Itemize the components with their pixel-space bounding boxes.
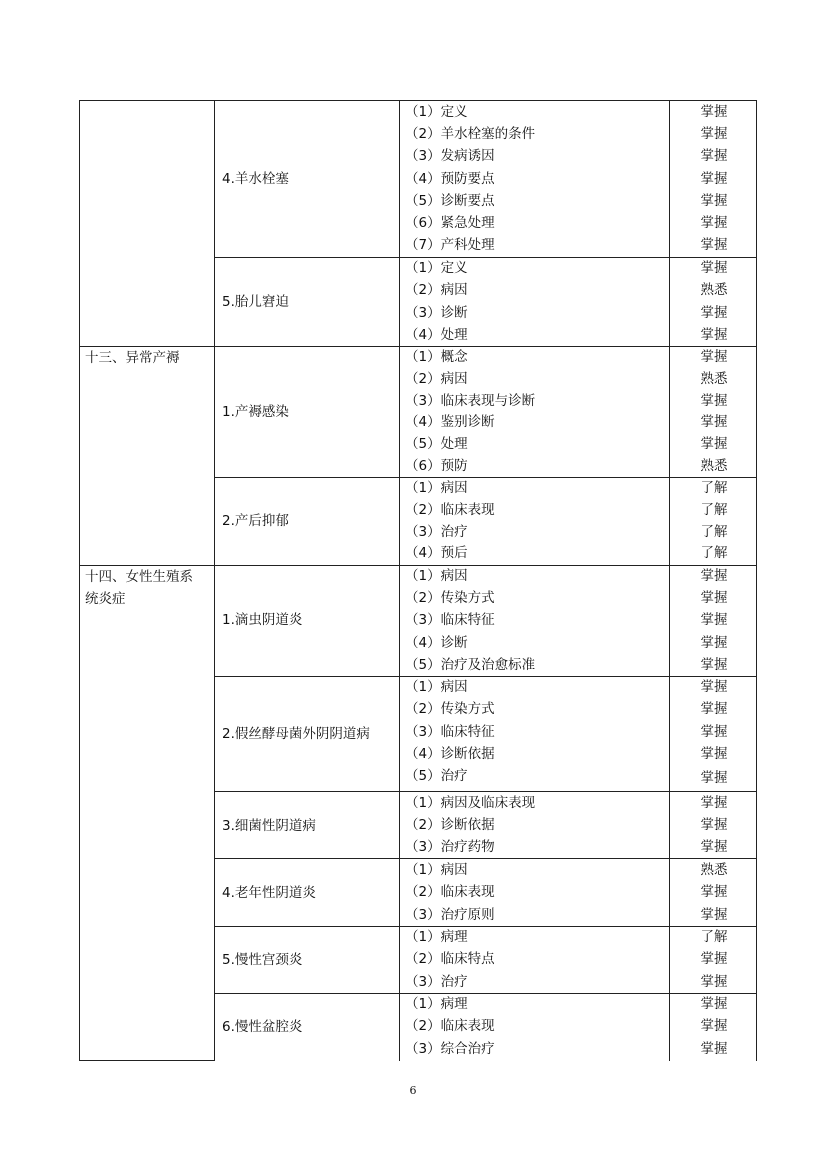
- item-level: 掌握: [700, 817, 728, 833]
- item-label: （6）紧急处理: [405, 215, 495, 231]
- item-level: 熟悉: [700, 282, 728, 298]
- topic-name: 1.滴虫阴道炎: [222, 612, 303, 628]
- item-label: （3）临床表现与诊断: [405, 393, 536, 409]
- item-level: 掌握: [700, 104, 728, 120]
- item-label: （4）鉴别诊断: [405, 414, 495, 430]
- item-level: 掌握: [700, 657, 728, 673]
- item-level: 掌握: [700, 436, 728, 452]
- item-label: （4）诊断依据: [405, 746, 495, 762]
- section-divider: [79, 565, 757, 566]
- topic-name: 5.慢性宫颈炎: [222, 952, 303, 968]
- item-level: 掌握: [700, 795, 728, 811]
- item-label: （1）病理: [405, 929, 468, 945]
- item-level: 掌握: [700, 701, 728, 717]
- table-bottom-border: [79, 1060, 215, 1061]
- item-label: （1）病理: [405, 996, 468, 1012]
- item-label: （5）诊断要点: [405, 193, 495, 209]
- item-label: （3）综合治疗: [405, 1041, 495, 1057]
- item-level: 掌握: [700, 679, 728, 695]
- item-label: （2）临床表现: [405, 502, 495, 518]
- item-level: 掌握: [700, 612, 728, 628]
- row-divider: [214, 257, 757, 258]
- item-label: （1）定义: [405, 104, 468, 120]
- item-label: （2）临床表现: [405, 1018, 495, 1034]
- item-label: （5）治疗及治愈标准: [405, 657, 536, 673]
- item-label: （2）病因: [405, 282, 468, 298]
- item-label: （2）临床特点: [405, 951, 495, 967]
- item-level: 了解: [700, 545, 728, 561]
- item-label: （3）治疗: [405, 974, 468, 990]
- item-label: （2）羊水栓塞的条件: [405, 126, 536, 142]
- item-level: 掌握: [700, 126, 728, 142]
- row-divider: [214, 477, 757, 478]
- column-divider: [214, 100, 215, 1061]
- item-label: （2）传染方式: [405, 590, 495, 606]
- column-divider: [669, 100, 670, 1061]
- item-label: （4）处理: [405, 327, 468, 343]
- item-label: （2）临床表现: [405, 884, 495, 900]
- item-level: 了解: [700, 524, 728, 540]
- item-label: （2）病因: [405, 371, 468, 387]
- item-level: 了解: [700, 480, 728, 496]
- item-level: 掌握: [700, 1041, 728, 1057]
- item-level: 掌握: [700, 568, 728, 584]
- topic-name: 4.羊水栓塞: [222, 171, 289, 187]
- item-level: 掌握: [700, 237, 728, 253]
- item-level: 掌握: [700, 590, 728, 606]
- item-level: 掌握: [700, 393, 728, 409]
- section-title: 统炎症: [85, 591, 126, 607]
- item-label: （1）定义: [405, 260, 468, 276]
- item-level: 掌握: [700, 770, 728, 786]
- item-label: （4）预防要点: [405, 171, 495, 187]
- item-label: （5）治疗: [405, 768, 468, 784]
- topic-name: 2.假丝酵母菌外阴阴道病: [222, 726, 370, 742]
- item-level: 掌握: [700, 327, 728, 343]
- item-label: （1）病因及临床表现: [405, 795, 536, 811]
- topic-name: 4.老年性阴道炎: [222, 885, 316, 901]
- item-label: （3）诊断: [405, 305, 468, 321]
- item-label: （1）病因: [405, 480, 468, 496]
- item-label: （1）病因: [405, 568, 468, 584]
- item-label: （4）预后: [405, 545, 468, 561]
- item-label: （3）治疗药物: [405, 839, 495, 855]
- item-level: 掌握: [700, 215, 728, 231]
- item-label: （4）诊断: [405, 635, 468, 651]
- item-label: （5）处理: [405, 436, 468, 452]
- item-label: （1）概念: [405, 349, 468, 365]
- table-right-border: [756, 100, 757, 1061]
- section-title: 十三、异常产褥: [85, 350, 180, 366]
- item-label: （7）产科处理: [405, 237, 495, 253]
- item-level: 掌握: [700, 635, 728, 651]
- item-label: （3）临床特征: [405, 724, 495, 740]
- item-label: （1）病因: [405, 862, 468, 878]
- item-label: （3）临床特征: [405, 612, 495, 628]
- column-divider: [399, 100, 400, 1061]
- table-left-border: [79, 100, 80, 1061]
- item-level: 熟悉: [700, 862, 728, 878]
- item-level: 了解: [700, 502, 728, 518]
- item-level: 掌握: [700, 414, 728, 430]
- item-label: （1）病因: [405, 679, 468, 695]
- section-divider: [79, 346, 757, 347]
- item-level: 掌握: [700, 1018, 728, 1034]
- item-label: （3）治疗原则: [405, 907, 495, 923]
- row-divider: [214, 858, 757, 859]
- topic-name: 6.慢性盆腔炎: [222, 1019, 303, 1035]
- item-level: 掌握: [700, 884, 728, 900]
- page-number: 6: [409, 1084, 417, 1097]
- section-title: 十四、女性生殖系: [85, 569, 193, 585]
- table-top-border: [79, 100, 757, 101]
- item-level: 掌握: [700, 260, 728, 276]
- topic-name: 5.胎儿窘迫: [222, 294, 289, 310]
- item-level: 掌握: [700, 171, 728, 187]
- item-label: （2）诊断依据: [405, 817, 495, 833]
- item-level: 熟悉: [700, 371, 728, 387]
- row-divider: [214, 926, 757, 927]
- item-level: 掌握: [700, 305, 728, 321]
- item-level: 掌握: [700, 746, 728, 762]
- item-level: 了解: [700, 929, 728, 945]
- item-level: 掌握: [700, 907, 728, 923]
- item-level: 掌握: [700, 724, 728, 740]
- item-label: （6）预防: [405, 458, 468, 474]
- item-level: 掌握: [700, 839, 728, 855]
- item-level: 熟悉: [700, 458, 728, 474]
- item-label: （3）治疗: [405, 524, 468, 540]
- item-level: 掌握: [700, 951, 728, 967]
- row-divider: [214, 791, 757, 792]
- item-level: 掌握: [700, 349, 728, 365]
- item-label: （3）发病诱因: [405, 148, 495, 164]
- item-level: 掌握: [700, 974, 728, 990]
- item-level: 掌握: [700, 193, 728, 209]
- topic-name: 1.产褥感染: [222, 404, 289, 420]
- topic-name: 3.细菌性阴道病: [222, 818, 316, 834]
- row-divider: [214, 676, 757, 677]
- item-level: 掌握: [700, 996, 728, 1012]
- topic-name: 2.产后抑郁: [222, 513, 289, 529]
- row-divider: [214, 993, 757, 994]
- item-level: 掌握: [700, 148, 728, 164]
- item-label: （2）传染方式: [405, 701, 495, 717]
